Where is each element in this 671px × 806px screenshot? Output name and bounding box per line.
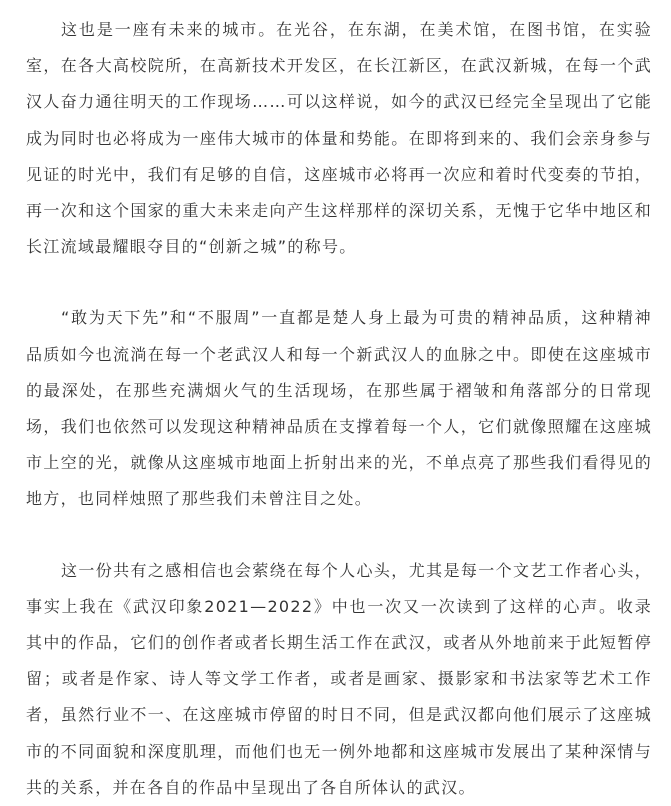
paragraph-chu-spirit: “敢为天下先”和“不服周”一直都是楚人身上最为可贵的精神品质，这种精神品质如今也流淌在每一个老武汉人和每一个新武汉人的血脉之中。即使在这座城市的最深处，在那些充满烟火气的生活现场，在那些属于褶皱和角落部分的日常现场，我们也依然可以发现这种精神品质在支撑着每一个人，它们就像照耀在这座城市上空的光，就像从这座城市地面上折射出来的光，不单点亮了那些我们看得见的地方，也同样烛照了那些我们未曾注目之处。	[26, 308, 652, 509]
paragraph-future-city: 这也是一座有未来的城市。在光谷，在东湖，在美术馆，在图书馆，在实验室，在各大高校院所，在高新技术开发区，在长江新区，在武汉新城，在每一个武汉人奋力通往明天的工作现场……可以这样说，如今的武汉已经完全呈现出了它能成为同时也必将成为一座伟大城市的体量和势能。在即将到来的、我们会亲身参与见证的时光中，我们有足够的自信，这座城市必将再一次应和着时代变奏的节拍，再一次和这个国家的重大未来走向产生这样那样的深切关系，无愧于它华中地区和长江流域最耀眼夺目的“创新之城”的称号。	[26, 20, 652, 257]
paragraph-wuhan-impressions: 这一份共有之感相信也会萦绕在每个人心头，尤其是每一个文艺工作者心头，事实上我在《武汉印象2021—2022》中也一次又一次读到了这样的心声。收录其中的作品，它们的创作者或者长期生活工作在武汉，或者从外地前来于此短暂停留；或者是作家、诗人等文学工作者，或者是画家、摄影家和书法家等艺术工作者，虽然行业不一、在这座城市停留的时日不同，但是武汉都向他们展示了这座城市的不同面貌和深度肌理，而他们也无一例外地都和这座城市发展出了某种深情与共的关系，并在各自的作品中呈现出了各自所体认的武汉。	[26, 560, 652, 797]
article-body	[26, 12, 652, 806]
